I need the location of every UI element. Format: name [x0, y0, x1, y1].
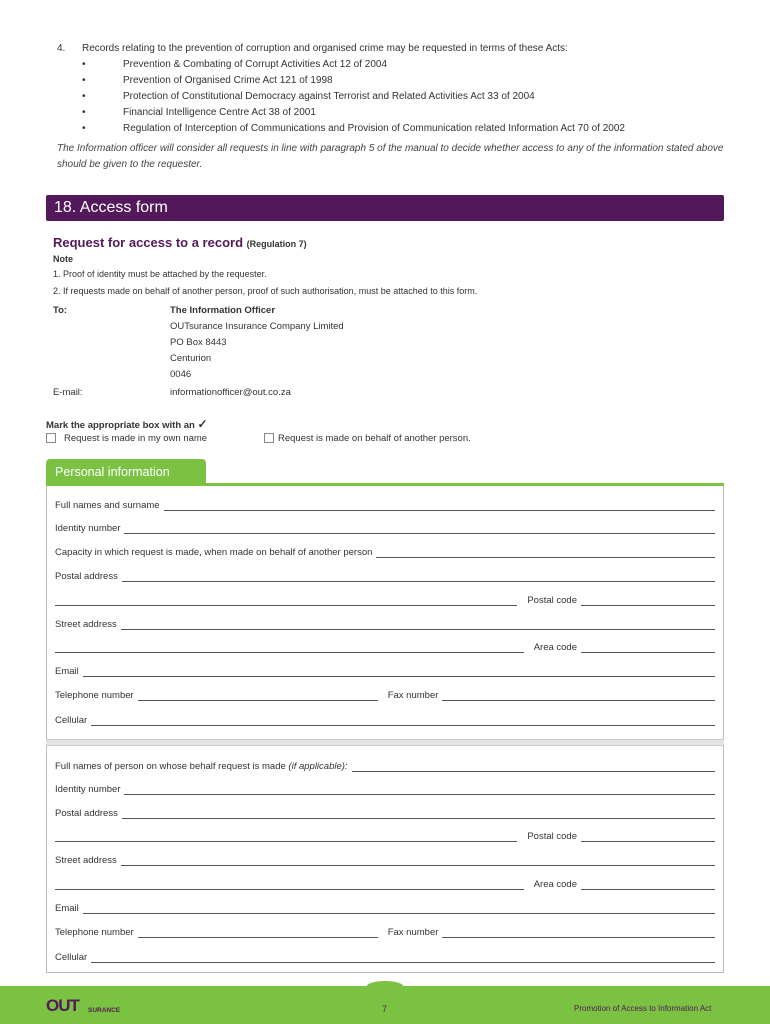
capacity-field[interactable]	[376, 550, 715, 558]
email-label: E-mail:	[53, 387, 83, 398]
page-number: 7	[382, 1004, 388, 1014]
behalf-full-names-field[interactable]	[352, 764, 715, 772]
list-item: • Prevention of Organised Crime Act 121 of 1998	[82, 75, 625, 91]
mark-instruction	[46, 417, 208, 431]
area-code-label: Area code	[533, 642, 577, 653]
personal-information-tab: Personal information	[46, 459, 206, 485]
behalf-telephone-field[interactable]	[138, 930, 378, 938]
behalf-fax-field[interactable]	[442, 930, 715, 938]
request-title	[53, 235, 307, 250]
behalf-area-code-row	[55, 878, 715, 890]
street-address-line-2[interactable]	[55, 645, 524, 653]
behalf-area-code-label: Area code	[533, 879, 577, 890]
checkmark-icon: ✓	[197, 417, 208, 431]
list-item: • Protection of Constitutional Democracy against Terrorist and Related Activities Act 33 of 2004	[82, 91, 625, 107]
list-item: • Financial Intelligence Centre Act 38 of 2001	[82, 107, 625, 123]
recipient-po-box: PO Box 8443	[170, 337, 227, 348]
request-title-text: Request for access to a record	[53, 235, 244, 250]
own-name-checkbox[interactable]	[46, 433, 56, 443]
section-header: 18. Access form	[46, 195, 724, 221]
full-names-field[interactable]	[164, 503, 715, 511]
behalf-postal-address-row	[55, 807, 715, 819]
capacity-label: Capacity in which request is made, when made on behalf of another person	[55, 547, 373, 558]
email-address: informationofficer@out.co.za	[170, 387, 291, 398]
behalf-email-field[interactable]	[83, 906, 715, 914]
fax-field[interactable]	[442, 693, 715, 701]
behalf-identity-row	[55, 783, 715, 795]
list-number: 4.	[57, 43, 66, 54]
behalf-street-address-line-2[interactable]	[55, 882, 524, 890]
behalf-street-address-label: Street address	[55, 855, 117, 866]
personal-information-form	[46, 486, 724, 973]
recipient-code: 0046	[170, 369, 192, 380]
fax-label: Fax number	[387, 690, 439, 701]
behalf-full-names-label	[55, 761, 352, 772]
note-label: Note	[53, 254, 73, 264]
street-address-label: Street address	[55, 619, 117, 630]
behalf-telephone-label: Telephone number	[55, 927, 134, 938]
postal-address-line-2[interactable]	[55, 598, 517, 606]
cellular-row	[55, 714, 715, 726]
full-names-row	[55, 499, 715, 511]
email-row	[55, 665, 715, 677]
postal-code-label: Postal code	[527, 595, 577, 606]
cellular-field[interactable]	[91, 718, 715, 726]
capacity-row	[55, 546, 715, 558]
behalf-identity-field[interactable]	[124, 787, 715, 795]
telephone-field[interactable]	[138, 693, 378, 701]
acts-list	[82, 59, 625, 139]
recipient-company: OUTsurance Insurance Company Limited	[170, 321, 344, 332]
identity-label: Identity number	[55, 523, 121, 534]
telephone-label: Telephone number	[55, 690, 134, 701]
postal-address-label: Postal address	[55, 571, 118, 582]
cellular-label: Cellular	[55, 715, 88, 726]
behalf-full-names-row	[55, 760, 715, 772]
behalf-full-names-text: Full names of person on whose behalf request is made	[55, 761, 286, 772]
full-names-label: Full names and surname	[55, 500, 160, 511]
behalf-cellular-row	[55, 951, 715, 963]
mark-instruction-text: Mark the appropriate box with an	[46, 420, 195, 431]
postal-address-field[interactable]	[122, 574, 715, 582]
identity-row	[55, 522, 715, 534]
behalf-street-address-row	[55, 854, 715, 866]
behalf-email-row	[55, 902, 715, 914]
postal-code-field[interactable]	[581, 598, 715, 606]
behalf-street-address-field[interactable]	[121, 858, 715, 866]
area-code-field[interactable]	[581, 645, 715, 653]
behalf-area-code-field[interactable]	[581, 882, 715, 890]
identity-field[interactable]	[124, 526, 715, 534]
behalf-cellular-label: Cellular	[55, 952, 88, 963]
behalf-fax-label: Fax number	[387, 927, 439, 938]
recipient-title: The Information Officer	[170, 305, 276, 316]
list-item: • Prevention & Combating of Corrupt Activities Act 12 of 2004	[82, 59, 625, 75]
behalf-checkbox[interactable]	[264, 433, 274, 443]
behalf-email-label: Email	[55, 903, 79, 914]
note-2: 2. If requests made on behalf of another person, proof of such authorisation, must be attached to this form.	[53, 286, 478, 296]
own-name-label: Request is made in my own name	[64, 433, 208, 444]
behalf-label: Request is made on behalf of another person.	[278, 433, 471, 444]
postal-address-row	[55, 570, 715, 582]
telephone-row	[55, 689, 715, 701]
outsurance-logo-sub: SURANCE	[88, 1007, 121, 1014]
outsurance-logo: OUT	[46, 996, 79, 1015]
area-code-row	[55, 641, 715, 653]
behalf-postal-code-row	[55, 830, 715, 842]
if-applicable-text: (if applicable):	[288, 761, 348, 772]
footer-title: Promotion of Access to Information Act	[574, 1004, 712, 1013]
behalf-cellular-field[interactable]	[91, 955, 715, 963]
recipient-address	[170, 305, 344, 385]
behalf-postal-code-label: Postal code	[527, 831, 577, 842]
list-item: • Regulation of Interception of Communications and Provision of Communication related Information Act 70 of 2002	[82, 123, 625, 139]
behalf-identity-label: Identity number	[55, 784, 121, 795]
form-divider	[46, 739, 724, 746]
recipient-city: Centurion	[170, 353, 212, 364]
information-officer-note: The Information officer will consider all requests in line with paragraph 5 of the manual to decide whether access to any of the information stated above should be given to the requester.	[57, 143, 724, 170]
street-address-row	[55, 618, 715, 630]
email-field-label: Email	[55, 666, 79, 677]
email-field[interactable]	[83, 669, 715, 677]
behalf-postal-address-label: Postal address	[55, 808, 118, 819]
regulation-ref: (Regulation 7)	[246, 239, 307, 249]
to-label: To:	[53, 305, 68, 316]
behalf-postal-address-line-2[interactable]	[55, 834, 517, 842]
note-1: 1. Proof of identity must be attached by the requester.	[53, 269, 267, 279]
list-intro: Records relating to the prevention of corruption and organised crime may be requested in terms of these Acts:	[82, 43, 568, 54]
street-address-field[interactable]	[121, 622, 715, 630]
postal-code-row	[55, 594, 715, 606]
behalf-postal-address-field[interactable]	[122, 811, 715, 819]
behalf-telephone-row	[55, 926, 715, 938]
behalf-postal-code-field[interactable]	[581, 834, 715, 842]
